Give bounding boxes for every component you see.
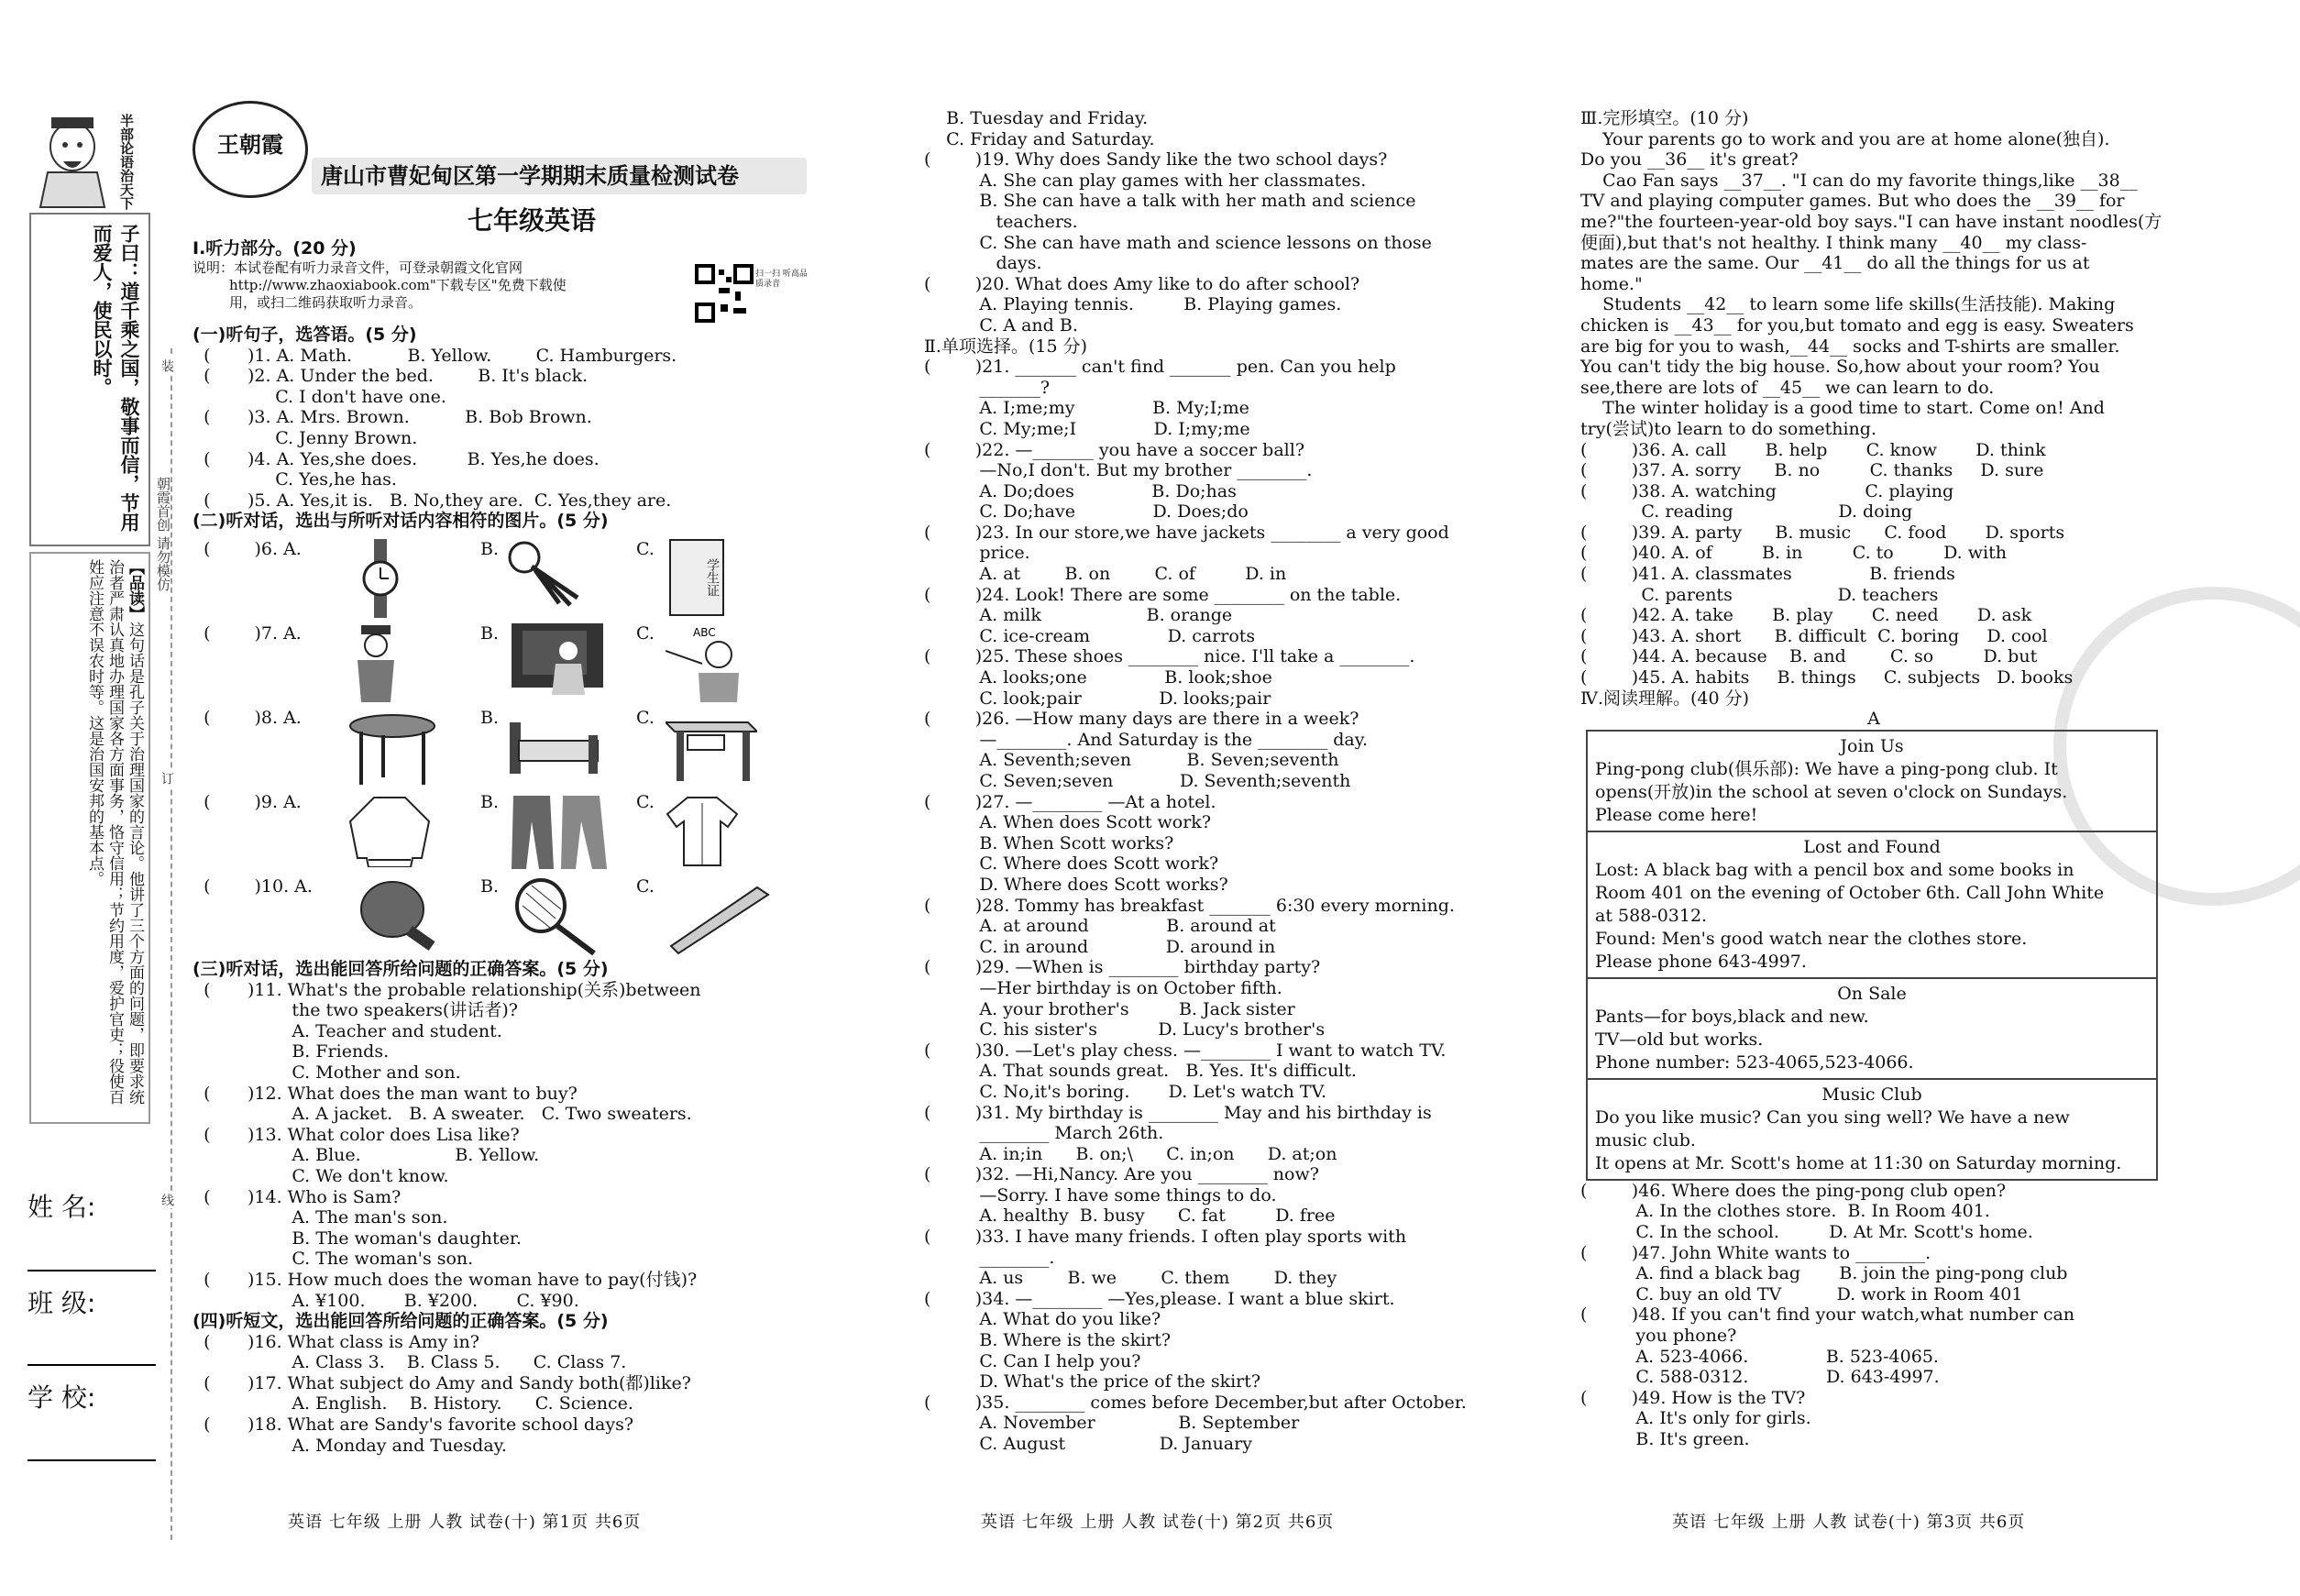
confucius-illustration bbox=[31, 108, 114, 209]
section1-heading: (一)听句子，选答语。(5 分) bbox=[193, 325, 417, 345]
col3-line: chicken is __43__ for you,but tomato and egg is easy. Sweaters bbox=[1580, 314, 2134, 336]
q1: )1. A. Math. B. Yellow. C. Hamburgers. bbox=[248, 345, 677, 366]
col3-after-line: A. In the clothes store. B. In Room 401. bbox=[1580, 1201, 1990, 1222]
section2-heading: (二)听对话，选出与所听对话内容相符的图片。(5 分) bbox=[193, 511, 609, 532]
q3b: C. Jenny Brown. bbox=[248, 427, 418, 448]
q11b: the two speakers(讲话者)? bbox=[248, 1000, 518, 1021]
col2-line: ( )25. These shoes ________ nice. I'll take a ________. bbox=[924, 646, 1415, 667]
col3-line: ( )44. A. because B. and C. so D. but bbox=[1580, 646, 2038, 667]
q12b: A. A jacket. B. A sweater. C. Two sweaters. bbox=[248, 1104, 692, 1125]
col2-line: B. Tuesday and Friday. bbox=[924, 108, 1149, 128]
pic-q8-num: )8. A. bbox=[254, 708, 302, 728]
col3-line: Ⅳ.阅读理解。(40 分) bbox=[1580, 688, 1750, 709]
pic-row-9: ( )9. A. B. C. bbox=[193, 792, 816, 876]
col2-line: ( )19. Why does Sandy like the two school days? bbox=[924, 149, 1388, 171]
col2-line: teachers. bbox=[924, 211, 1078, 232]
col2-line: B. Where is the skirt? bbox=[924, 1330, 1172, 1351]
brand-logo bbox=[193, 101, 308, 198]
q11d: B. Friends. bbox=[248, 1041, 390, 1062]
q12a: )12. What does the man want to buy? bbox=[248, 1083, 578, 1104]
col3-line: The winter holiday is a good time to start. Come on! And bbox=[1580, 398, 2105, 419]
col3-after-line: C. 588-0312. D. 643-4997. bbox=[1580, 1367, 1940, 1388]
notice-body-line: Room 401 on the evening of October 6th. Call John White bbox=[1595, 882, 2105, 903]
qr-code-icon[interactable] bbox=[695, 264, 754, 323]
q18a: )18. What are Sandy's favorite school days? bbox=[248, 1414, 634, 1436]
col2-line: D. What's the price of the skirt? bbox=[924, 1371, 1261, 1392]
col2-line: days. bbox=[924, 253, 1042, 274]
class-field[interactable] bbox=[28, 1364, 156, 1366]
slogan-vertical: 半部论语治天下 bbox=[118, 114, 135, 210]
col2-line: A. I;me;my B. My;I;me bbox=[924, 398, 1249, 419]
col2-line: C. Seven;seven D. Seventh;seventh bbox=[924, 771, 1351, 791]
col2-line: ________. bbox=[924, 1247, 1055, 1268]
col3-line: Cao Fan says __37__. "I can do my favorite things,like __38__ bbox=[1580, 170, 2138, 191]
q16b: A. Class 3. B. Class 5. C. Class 7. bbox=[248, 1352, 627, 1373]
svg-text:ABC: ABC bbox=[693, 626, 716, 639]
q14b: A. The man's son. bbox=[248, 1207, 448, 1228]
picture-questions bbox=[193, 539, 816, 961]
notice-body-line: Please come here! bbox=[1595, 804, 1758, 825]
q11a: )11. What's the probable relationship(关系)between bbox=[248, 979, 701, 1000]
col2-line: ( )32. —Hi,Nancy. Are you ________ now? bbox=[924, 1164, 1319, 1185]
col3-line: see,there are lots of __45__ we can learn to do. bbox=[1580, 377, 1995, 398]
col3-after-line: B. It's green. bbox=[1580, 1428, 1750, 1449]
school-field[interactable] bbox=[28, 1459, 156, 1461]
col3-line: ( )37. A. sorry B. no C. thanks D. sure bbox=[1580, 460, 2044, 481]
col2-line: D. Where does Scott works? bbox=[924, 874, 1228, 895]
audio-note-1: 说明：本试卷配有听力录音文件，可登录朝霞文化官网 bbox=[193, 259, 523, 276]
col3-line: ( )40. A. of B. in C. to D. with bbox=[1580, 543, 2007, 564]
bed-icon bbox=[510, 713, 601, 777]
q13a: )13. What color does Lisa like? bbox=[248, 1124, 520, 1145]
col2-line: _______? bbox=[924, 377, 1051, 398]
pindu-text: 这句话是孔子关于治理国家的言论。他讲了三个方面的问题，即要求统治者严肃认真地办理国家各方面事务，恪守信用；节约用度，爱护官吏；役使百姓应注意不误农时等。这是治国安邦的基本点。 bbox=[85, 559, 144, 1105]
q3a: )3. A. Mrs. Brown. B. Bob Brown. bbox=[248, 407, 592, 428]
col3-line: ( )38. A. watching C. playing bbox=[1580, 480, 1954, 501]
col2-line: A. at around B. around at bbox=[924, 916, 1276, 937]
col2-line: B. She can have a talk with her math and science bbox=[924, 191, 1416, 212]
section4-heading: (四)听短文，选出能回答所给问题的正确答案。(5 分) bbox=[193, 1311, 609, 1332]
col3-line: C. reading D. doing bbox=[1580, 501, 1913, 523]
col2-line: C. A and B. bbox=[924, 314, 1078, 336]
pic-row-8: ( )8. A. B. C. bbox=[193, 708, 816, 792]
col3-line: Your parents go to work and you are at home alone(独自). bbox=[1580, 128, 2110, 149]
col2-line: C. Can I help you? bbox=[924, 1350, 1141, 1371]
col2-line: ( )35. ________ comes before December,but after October. bbox=[924, 1392, 1467, 1413]
sweater-icon bbox=[348, 794, 431, 867]
column-3-lines bbox=[1580, 108, 2167, 709]
sidebar bbox=[0, 0, 174, 1596]
reading-label: A bbox=[1867, 709, 1880, 730]
q2a: )2. A. Under the bed. B. It's black. bbox=[248, 366, 589, 387]
desk-icon bbox=[666, 713, 757, 783]
col2-line: C. his sister's D. Lucy's brother's bbox=[924, 1019, 1326, 1040]
col2-line: A. Playing tennis. B. Playing games. bbox=[924, 294, 1342, 315]
col2-line: C. look;pair D. looks;pair bbox=[924, 688, 1271, 709]
col3-after-line: A. It's only for girls. bbox=[1580, 1408, 1811, 1429]
notice-title: Join Us bbox=[1840, 735, 1904, 756]
col3-line: Do you __36__ it's great? bbox=[1580, 149, 1799, 171]
ping-pong-bat-icon bbox=[356, 878, 447, 955]
col3-after-line: C. buy an old TV D. work in Room 401 bbox=[1580, 1283, 2023, 1304]
col2-line: A. November B. September bbox=[924, 1413, 1300, 1434]
pic-q7-num: )7. A. bbox=[254, 623, 302, 644]
q13c: C. We don't know. bbox=[248, 1165, 449, 1186]
brand-logo-text: 王朝霞 bbox=[217, 132, 283, 158]
notice-body-line: Do you like music? Can you sing well? We have a new bbox=[1595, 1106, 2070, 1128]
police-officer-icon bbox=[348, 623, 403, 702]
tennis-racket-icon bbox=[510, 878, 601, 955]
column-3 bbox=[1580, 108, 2167, 1532]
col3-line: try(尝试)to learn to do something. bbox=[1580, 418, 1876, 439]
pic-q10-num: )10. A. bbox=[254, 876, 313, 897]
col2-line: A. She can play games with her classmates. bbox=[924, 170, 1367, 191]
q13b: A. Blue. B. Yellow. bbox=[248, 1145, 540, 1166]
student-card-icon: 学生证 bbox=[669, 539, 724, 616]
notice-title: Lost and Found bbox=[1803, 836, 1941, 857]
notice-title: On Sale bbox=[1837, 983, 1907, 1004]
col2-line: C. No,it's boring. D. Let's watch TV. bbox=[924, 1081, 1327, 1102]
notice-body-line: Found: Men's good watch near the clothes store. bbox=[1595, 928, 2028, 949]
col3-line: Ⅲ.完形填空。(10 分) bbox=[1580, 108, 1749, 128]
notice-body-line: Lost: A black bag with a pencil box and some books in bbox=[1595, 859, 2074, 880]
q14c: B. The woman's daughter. bbox=[248, 1227, 522, 1249]
col3-after-line: ( )47. John White wants to ________. bbox=[1580, 1242, 1931, 1263]
col2-line: price. bbox=[924, 543, 1030, 564]
col3-line: mates are the same. Our __41__ do all the things for us at bbox=[1580, 253, 2090, 274]
col3-after-line: you phone? bbox=[1580, 1325, 1737, 1346]
column-3-after bbox=[1580, 1181, 2167, 1450]
margin-mark-2: 订 bbox=[156, 770, 177, 787]
col3-line: TV and playing computer games. But who does the __39__ for bbox=[1580, 191, 2125, 212]
q14d: C. The woman's son. bbox=[248, 1249, 474, 1270]
margin-mark-1: 装 bbox=[156, 358, 177, 374]
pic-row-6: ( )6. A. B. C. 学生证 bbox=[193, 539, 816, 623]
col2-line: C. Where does Scott work? bbox=[924, 853, 1219, 875]
q4b: C. Yes,he has. bbox=[248, 469, 397, 490]
col2-line: A. What do you like? bbox=[924, 1309, 1161, 1330]
col2-line: ( )34. —________ —Yes,please. I want a blue skirt. bbox=[924, 1288, 1395, 1309]
footer-page-2: 英语 七年级 上册 人教 试卷(十) 第2页 共6页 bbox=[981, 1513, 1335, 1532]
col2-line: A. at B. on C. of D. in bbox=[924, 564, 1287, 585]
col2-line: A. your brother's B. Jack sister bbox=[924, 998, 1295, 1019]
exam-subject: 七年级英语 bbox=[468, 205, 597, 236]
confucius-quote: 子曰：道千乘之国，敬事而信，节用而爱人，使民以时。 bbox=[91, 224, 140, 532]
footer-page-1: 英语 七年级 上册 人教 试卷(十) 第1页 共6页 bbox=[288, 1513, 642, 1532]
teacher-blackboard-icon bbox=[512, 623, 603, 697]
audio-note-2: http://www.zhaoxiabook.com"下载专区"免费下载使 bbox=[229, 276, 567, 293]
part1-heading: Ⅰ.听力部分。(20 分) bbox=[193, 238, 357, 259]
q11e: C. Mother and son. bbox=[248, 1062, 461, 1083]
col2-line: ( )23. In our store,we have jackets ________ a very good bbox=[924, 522, 1449, 543]
col2-line: ( )30. —Let's play chess. —________ I want to watch TV. bbox=[924, 1040, 1447, 1061]
col3-line: You can't tidy the big house. So,how about your room? You bbox=[1580, 357, 2100, 378]
q16a: )16. What class is Amy in? bbox=[248, 1331, 479, 1352]
col2-line: C. She can have math and science lessons on those bbox=[924, 232, 1432, 253]
pants-icon bbox=[510, 794, 611, 871]
col2-line: A. looks;one B. look;shoe bbox=[924, 667, 1272, 688]
name-field[interactable] bbox=[28, 1270, 156, 1271]
col2-line: ( )27. —________ —At a hotel. bbox=[924, 791, 1216, 812]
col2-line: ( )26. —How many days are there in a week? bbox=[924, 709, 1359, 730]
col2-line: ( )20. What does Amy like to do after school? bbox=[924, 273, 1360, 294]
col3-line: are big for you to wash,__44__ socks and T-shirts are smaller. bbox=[1580, 336, 2120, 357]
col2-line: ( )33. I have many friends. I often play sports with bbox=[924, 1227, 1407, 1248]
col2-line: A. That sounds great. B. Yes. It's difficult. bbox=[924, 1061, 1357, 1082]
col2-line: ( )29. —When is ________ birthday party? bbox=[924, 957, 1321, 978]
col2-line: ( )22. —_______ you have a soccer ball? bbox=[924, 439, 1305, 460]
notice bbox=[1588, 832, 2156, 979]
notice-body-line: at 588-0312. bbox=[1595, 905, 1708, 926]
col2-line: A. healthy B. busy C. fat D. free bbox=[924, 1205, 1336, 1227]
class-label: 班 级: bbox=[28, 1288, 96, 1318]
col2-line: A. When does Scott work? bbox=[924, 812, 1212, 833]
col2-line: —________. And Saturday is the ________ day. bbox=[924, 729, 1368, 750]
qr-caption: 扫一扫 听高品质录音 bbox=[755, 270, 808, 289]
col2-line: C. My;me;I D. I;my;me bbox=[924, 418, 1250, 439]
margin-mark-3: 线 bbox=[156, 1192, 177, 1208]
col3-after-line: A. find a black bag B. join the ping-pong club bbox=[1580, 1263, 2068, 1284]
col3-after-line: ( )48. If you can't find your watch,what number can bbox=[1580, 1304, 2075, 1326]
keys-icon bbox=[504, 539, 587, 612]
school-label: 学 校: bbox=[28, 1382, 96, 1413]
notice bbox=[1588, 979, 2156, 1080]
col2-line: C. in around D. around in bbox=[924, 936, 1276, 957]
quote-box bbox=[29, 213, 150, 546]
q17b: A. English. B. History. C. Science. bbox=[248, 1393, 633, 1414]
col2-line: ( )28. Tommy has breakfast _______ 6:30 every morning. bbox=[924, 895, 1455, 916]
col2-line: ( )31. My birthday is ________ May and his birthday is bbox=[924, 1102, 1432, 1123]
shirt-icon bbox=[666, 794, 739, 867]
col2-line: A. Seventh;seven B. Seven;seventh bbox=[924, 750, 1339, 771]
notice-title: Music Club bbox=[1821, 1084, 1922, 1105]
col2-line: C. ice-cream D. carrots bbox=[924, 625, 1256, 646]
col2-line: Ⅱ.单项选择。(15 分) bbox=[924, 336, 1087, 357]
pindu-box bbox=[29, 552, 150, 1124]
col3-line: ( )39. A. party B. music C. food D. sports bbox=[1580, 522, 2065, 543]
pic-row-7: ( )7. A. B. C. ABC bbox=[193, 623, 816, 708]
notice-body-line: Pants—for boys,black and new. bbox=[1595, 1006, 1869, 1027]
q2b: C. I don't have one. bbox=[248, 386, 446, 407]
col3-after-line: A. 523-4066. B. 523-4065. bbox=[1580, 1346, 1939, 1367]
col2-line: C. Friday and Saturday. bbox=[924, 128, 1155, 149]
q4a: )4. A. Yes,she does. B. Yes,he does. bbox=[248, 448, 600, 469]
col2-line: B. When Scott works? bbox=[924, 832, 1174, 853]
watch-icon bbox=[358, 539, 403, 618]
col2-line: C. Do;have D. Does;do bbox=[924, 501, 1249, 523]
notice-body-line: Phone number: 523-4065,523-4066. bbox=[1595, 1051, 1914, 1073]
q5: )5. A. Yes,it is. B. No,they are. C. Yes,they are. bbox=[248, 490, 672, 511]
name-label: 姓 名: bbox=[28, 1192, 96, 1222]
col3-line: ( )41. A. classmates B. friends bbox=[1580, 564, 1955, 585]
col3-after-line: ( )46. Where does the ping-pong club open? bbox=[1580, 1180, 2007, 1201]
q11c: A. Teacher and student. bbox=[248, 1020, 502, 1041]
col2-line: A. milk B. orange bbox=[924, 605, 1233, 626]
pic-row-10: ( )10. A. B. C. bbox=[193, 876, 816, 961]
notice-body-line: TV—old but works. bbox=[1595, 1029, 1764, 1050]
notice-body-line: Please phone 643-4997. bbox=[1595, 951, 1807, 972]
col2-line: A. Do;does B. Do;has bbox=[924, 480, 1237, 501]
column-2-lines bbox=[924, 108, 1547, 1455]
q15a: )15. How much does the woman have to pay(付钱)? bbox=[248, 1269, 698, 1290]
col2-line: —Sorry. I have some things to do. bbox=[924, 1184, 1277, 1205]
pic-q6-num: )6. A. bbox=[254, 539, 302, 559]
col2-line: —No,I don't. But my brother ________. bbox=[924, 460, 1313, 481]
table-icon bbox=[347, 713, 438, 787]
col3-after-line: C. In the school. D. At Mr. Scott's home. bbox=[1580, 1222, 2033, 1242]
q17a: )17. What subject do Amy and Sandy both(都)like? bbox=[248, 1372, 691, 1393]
q15b: A. ¥100. B. ¥200. C. ¥90. bbox=[248, 1290, 579, 1311]
col3-line: ( )42. A. take B. play C. need D. ask bbox=[1580, 605, 2032, 626]
notice-body-line: opens(开放)in the school at seven o'clock on Sundays. bbox=[1595, 781, 2068, 802]
teacher-pointer-icon bbox=[666, 623, 748, 702]
notice-body-line: It opens at Mr. Scott's home at 11:30 on Saturday morning. bbox=[1595, 1152, 2122, 1173]
audio-note-3: 用，或扫二维码获取听力录音。 bbox=[229, 293, 423, 311]
notice-board bbox=[1586, 730, 2158, 1181]
col2-line: A. us B. we C. them D. they bbox=[924, 1268, 1337, 1289]
col2-line: A. in;in B. on;\ C. in;on D. at;on bbox=[924, 1143, 1337, 1164]
q18b: A. Monday and Tuesday. bbox=[248, 1435, 507, 1456]
col2-line: —Her birthday is on October fifth. bbox=[924, 977, 1282, 998]
brand-mark: 朝霞首创 请勿模仿 bbox=[155, 477, 171, 591]
col3-after-line: ( )49. How is the TV? bbox=[1580, 1387, 1806, 1408]
section3-heading: (三)听对话，选出能回答所给问题的正确答案。(5 分) bbox=[193, 959, 609, 979]
col2-line: ________ March 26th. bbox=[924, 1123, 1164, 1144]
col2-line: ( )21. _______ can't find _______ pen. Can you help bbox=[924, 357, 1396, 378]
col3-line: ( )43. A. short B. difficult C. boring D. cool bbox=[1580, 625, 2048, 646]
footer-page-3: 英语 七年级 上册 人教 试卷(十) 第3页 共6页 bbox=[1672, 1513, 2026, 1532]
col3-line: home." bbox=[1580, 273, 1643, 294]
col2-line: ( )24. Look! There are some ________ on the table. bbox=[924, 584, 1402, 605]
col3-line: Students __42__ to learn some life skills(生活技能). Making bbox=[1580, 294, 2116, 315]
col3-line: C. parents D. teachers bbox=[1580, 584, 1939, 605]
notice-body-line: music club. bbox=[1595, 1129, 1696, 1150]
notice bbox=[1588, 732, 2156, 832]
pindu-label: 【品读】 bbox=[126, 559, 144, 622]
col3-line: ( )45. A. habits B. things C. subjects D. books bbox=[1580, 667, 2074, 688]
notice bbox=[1588, 1080, 2156, 1179]
q14a: )14. Who is Sam? bbox=[248, 1186, 402, 1207]
notice-body-line: Ping-pong club(俱乐部): We have a ping-pong club. It bbox=[1595, 758, 2058, 779]
col3-line: 便面),but that's not healthy. I think many __40__ my class- bbox=[1580, 232, 2087, 253]
exam-title: 唐山市曹妃甸区第一学期期末质量检测试卷 bbox=[321, 163, 739, 189]
col2-line: C. August D. January bbox=[924, 1434, 1252, 1454]
baseball-bat-icon bbox=[666, 878, 776, 955]
col3-line: me?"the fourteen-year-old boy says."I can have instant noodles(方 bbox=[1580, 211, 2162, 232]
column-2 bbox=[924, 108, 1547, 1532]
col3-line: ( )36. A. call B. help C. know D. think bbox=[1580, 439, 2046, 460]
pic-q9-num: )9. A. bbox=[254, 792, 302, 812]
